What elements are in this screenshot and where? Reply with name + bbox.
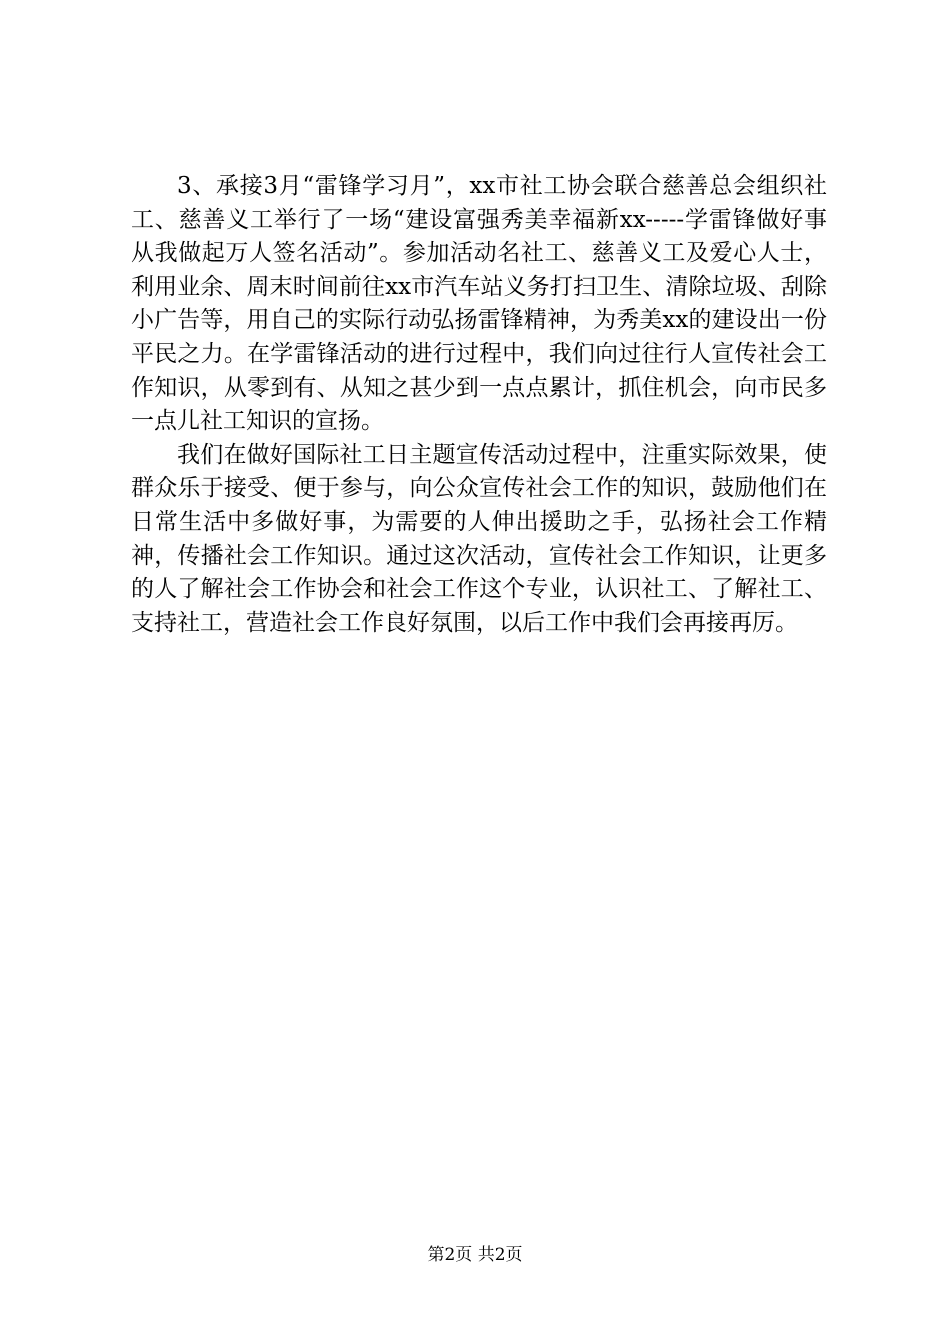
page-footer bbox=[0, 1244, 950, 1266]
document-body bbox=[131, 170, 827, 640]
paragraph-2: 我们在做好国际社工日主题宣传活动过程中，注重实际效果，使群众乐于接受、便于参与，向公众宣传社会工作的知识，鼓励他们在日常生活中多做好事，为需要的人伸出援助之手，弘扬社会工作精神，传播社会工作知识。通过这次活动，宣传社会工作知识，让更多的人了解社会工作协会和社会工作这个专业，认识社工、了解社工、支持社工，营造社会工作良好氛围，以后工作中我们会再接再厉。 bbox=[131, 441, 827, 636]
paragraph-1: 3、承接3月“雷锋学习月”，xx市社工协会联合慈善总会组织社工、慈善义工举行了一场“建设富强秀美幸福新xx-----学雷锋做好事从我做起万人签名活动”。参加活动名社工、慈善义工及爱心人士，利用业余、周末时间前往xx市汽车站义务打扫卫生、清除垃圾、刮除小广告等，用自己的实际行动弘扬雷锋精神，为秀美xx的建设出一份平民之力。在学雷锋活动的进行过程中，我们向过往行人宣传社会工作知识，从零到有、从知之甚少到一点点累计，抓住机会，向市民多一点儿社工知识的宣扬。 bbox=[131, 173, 827, 435]
page-number-indicator: 第2页 共2页 bbox=[427, 1245, 523, 1265]
